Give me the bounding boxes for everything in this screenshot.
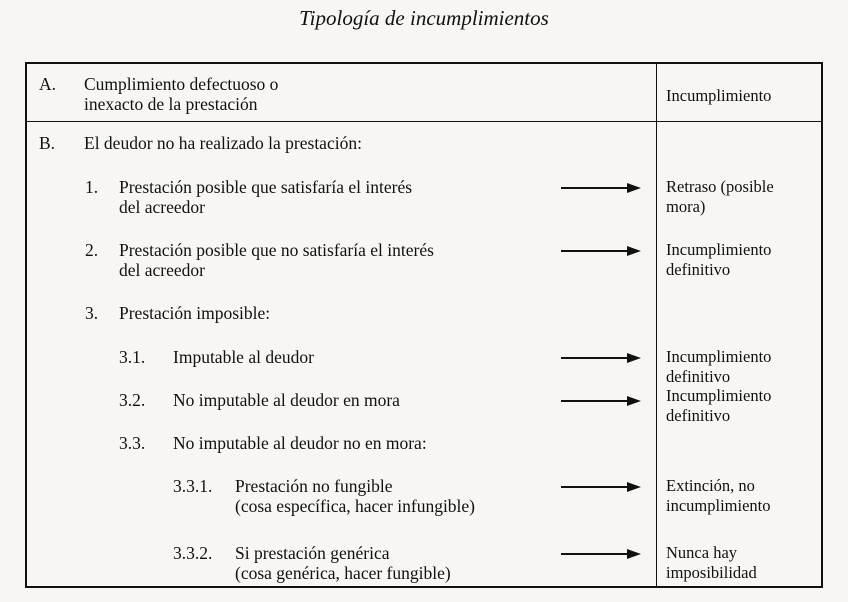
arrow-icon — [561, 246, 641, 256]
item1-line2: del acreedor — [119, 197, 205, 217]
section-a-text-line2: inexacto de la prestación — [84, 94, 258, 114]
item1-num: 1. — [85, 177, 99, 197]
item2-result-line2: definitivo — [666, 260, 731, 279]
item2-num: 2. — [85, 240, 99, 260]
section-a-text-line1: Cumplimiento defectuoso o — [84, 74, 279, 94]
arrow-icon — [561, 353, 641, 363]
subsub1-line1: Prestación no fungible — [235, 476, 393, 496]
subsub2-line2: (cosa genérica, hacer fungible) — [235, 563, 451, 583]
subsub2-line1: Si prestación genérica — [235, 543, 390, 563]
subsub2-result-line2: imposibilidad — [666, 563, 757, 582]
subsub2-result-line1: Nunca hay — [666, 543, 738, 562]
sub1-label: Imputable al deudor — [173, 347, 314, 367]
subsub1-result-line2: incumplimiento — [666, 496, 771, 515]
item2-result-line1: Incumplimiento — [666, 240, 772, 259]
subsub1-num: 3.3.1. — [173, 476, 213, 496]
typology-table — [25, 62, 823, 588]
arrow-icon — [561, 482, 641, 492]
page-title: Tipología de incumplimientos — [299, 6, 549, 30]
section-a-result: Incumplimiento — [666, 86, 772, 105]
item1-result-line1: Retraso (posible — [666, 177, 774, 196]
arrow-icon — [561, 183, 641, 193]
item1-result-line2: mora) — [666, 197, 706, 216]
item3-num: 3. — [85, 303, 99, 323]
row-divider — [27, 121, 821, 122]
sub3-num: 3.3. — [119, 433, 146, 453]
subsub1-line2: (cosa específica, hacer infungible) — [235, 496, 476, 516]
item3-label: Prestación imposible: — [119, 303, 271, 323]
sub1-num: 3.1. — [119, 347, 146, 367]
column-divider — [656, 64, 657, 586]
sub1-result-line1: Incumplimiento — [666, 347, 772, 366]
arrow-icon — [561, 549, 641, 559]
arrow-icon — [561, 396, 641, 406]
item1-line1: Prestación posible que satisfaría el interés — [119, 177, 413, 197]
subsub2-num: 3.3.2. — [173, 543, 213, 563]
section-b-letter: B. — [39, 133, 56, 153]
sub2-num: 3.2. — [119, 390, 146, 410]
sub2-label: No imputable al deudor en mora — [173, 390, 400, 410]
section-b-heading: El deudor no ha realizado la prestación: — [84, 133, 362, 153]
sub1-result-line2: definitivo — [666, 367, 731, 386]
sub3-label: No imputable al deudor no en mora: — [173, 433, 427, 453]
sub2-result-line2: definitivo — [666, 406, 731, 425]
item2-line1: Prestación posible que no satisfaría el interés — [119, 240, 434, 260]
subsub1-result-line1: Extinción, no — [666, 476, 755, 495]
item2-line2: del acreedor — [119, 260, 205, 280]
sub2-result-line1: Incumplimiento — [666, 386, 772, 405]
section-a-letter: A. — [39, 74, 57, 94]
